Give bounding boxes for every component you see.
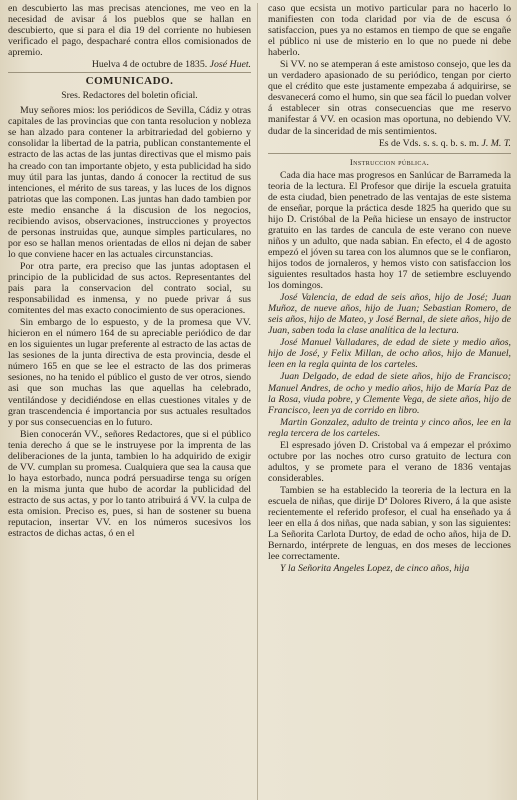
article-paragraph-3: José Manuel Valladares, de edad de siete y medio años, hijo de José, y Felix Millan, de ocho años, hijo de Manuel, leen en la regla quinta de los carteles.	[268, 337, 511, 371]
right-column	[268, 3, 511, 800]
top-paragraph: en descubierto las mas precisas atenciones, me veo en la necesidad de avisar á los pueblos que se hallan en descubierto, que si para el dia 19 del corriente no hubiesen verificado el pago, despacharé contra ellos comisionados de apremio.	[8, 3, 251, 59]
closing-signature: J. M. T.	[481, 137, 511, 149]
salutation: Sres. Redactores del boletin oficial.	[61, 90, 198, 102]
article-paragraph-7: Tambien se ha establecido la teoreria de la lectura en la escuela de niñas, que dirije Dª Dolores Rivero, á la que asiste recientemente el referido profesor, el cual ha enseñado ya á leer en ella á dos niñas, que nada sabian, y son las siguientes: La Señorita Carlota Durtoy, de edad de ocho años, hija de D. Bernardo, intérprete de lenguas, en dos meses de lecciones lee correctamente.	[268, 484, 511, 563]
article-paragraph-1: Cada dia hace mas progresos en Sanlúcar de Barrameda la teoria de la lectura. El Profesor que dirije la escuela gratuita de esta ciudad, bien penetrado de las ventajas de este sistema de enseñar, porque la práctica desde 1825 ha querido que su hijo D. Cristóbal de la Peña hiciese un ensayo de instructor gratuito en las tardes de cancula de este verano con nueve niños y un adulto, que nada sabian. En efecto, el 4 de agosto empezó el jóven su tarea con los alumnos que se le confiaron, hijos todos de jornaleros, y hemos visto con satisfaccion los siguientes resultados hasta hoy 17 de setiembre escluyendo los domingos.	[268, 169, 511, 292]
section-title-instruccion: Instruccion pública.	[268, 153, 511, 167]
two-column-layout	[8, 3, 511, 800]
letter-continuation: caso que ecsista un motivo particular para no hacerlo lo manifiesten con toda claridad por via de de escusa ó satisfaccion, pues ya no estamos en tiempo de que se engañe el público ni use de misterio en lo que no puede ni debe haberlo.	[268, 3, 511, 59]
article-paragraph-4: Juan Delgado, de edad de siete años, hijo de Francisco; Manuel Andres, de ocho y medio años, hijo de María Paz de la Rosa, viuda pobre, y Clemente Vega, de siete años, hijo de Francisco, leen ya de corrido en libro.	[268, 371, 511, 416]
closing-line	[268, 138, 511, 149]
left-column	[8, 3, 258, 800]
letter-paragraph-3: Sin embargo de lo espuesto, y de la promesa que VV. hicieron en el número 164 de su apreciable periódico de dar en los siguientes un lugar preferente al estracto de las actas de las sesiones de la junta directiva de esta provincia, desde el número 165 en que se lee el estracto de las dos primeras sesiones, no ha tenido el público el gusto de ver otros, siendo asi que son muchas las que aquellas ha celebrado, ventilándose y decidiéndose en ellas cuestiones vitales y de gran trascendencia é importancia por sus actuales resultados y por sus consecuencias en lo futuro.	[8, 317, 251, 428]
dateline: Huelva 4 de octubre de 1835.	[91, 59, 208, 71]
section-title-comunicado: COMUNICADO.	[8, 72, 251, 87]
closing-formula: Es de Vds. s. s. q. b. s. m.	[378, 137, 480, 149]
article-paragraph-5: Martin Gonzalez, adulto de treinta y cinco años, lee en la regla tercera de los carteles.	[268, 416, 511, 439]
article-paragraph-2: José Valencia, de edad de seis años, hijo de José; Juan Muñoz, de nueve años, hijo de Juan; Sebastian Romero, de seis años, hijo de Mateo, y José Bernal, de siete años, hijo de Juan, saben toda la clase analítica de la lectura.	[268, 292, 511, 337]
letter-paragraph-5: Si VV. no se atemperan á este amistoso consejo, que les da un verdadero apasionado de su periódico, tengan por cierto que el crédito que este justamente empezaba á adquirirse, se desvanecerá como el humo, sin que sea fácil lo puedan volver á establecer sin otras consecuencias que me reservo manifestar á VV. en ocasion mas oportuna, no debiendo VV. dudar de la sinceridad de mis sentimientos.	[268, 59, 511, 137]
author-signature: José Huet.	[209, 59, 251, 71]
article-paragraph-6: El espresado jóven D. Cristobal va á empezar el próximo octubre por las noches otro curso gratuito de lectura con adultos, y se promete para el verano de 1836 ventajas considerables.	[268, 439, 511, 484]
article-paragraph-8: Y la Señorita Angeles Lopez, de cinco años, hija	[280, 563, 470, 575]
letter-paragraph-4: Bien conocerán VV., señores Redactores, que si el público tenia derecho á que se le instruyese por la imprenta de las deliberaciones de la junta, tambien lo ha adquirido de exigir de VV. cumplan su promesa. Cualquiera que sea la causa que lo haya estorbado, nunca podrá persuadirse tenga su orígen en la misma junta que hubo de acordar la publicidad del estracto de sus actas, y por lo tanto atribuirá á VV. la culpa de esta omision. Preciso es, pues, si han de sostener su buena reputacion, insertar VV. en los números sucesivos los estractos de dichas actas, ó en el	[8, 428, 251, 540]
dateline-line	[8, 59, 251, 70]
letter-paragraph-2: Por otra parte, era preciso que las juntas adoptasen el principio de la publicidad de sus actos. Representantes del pais para la conservacion del contrato social, su responsabilidad es inmensa, y no puede privar á sus comitentes del mas exacto conocimiento de sus operaciones.	[8, 260, 251, 317]
letter-paragraph-1: Muy señores mios: los periódicos de Sevilla, Cádiz y otras capitales de las provincias que con tanta resolucion y nobleza se han alzado para contener la arbitrariedad del gobierno y consolidar la libertad de la patria, publican constantemente el estracto de las actas de las juntas directivas que el mismo pais ha creado con tan importante objeto, y esta publicidad ha sido muy útil para las juntas, dando á conocer la rectitud de sus intenciones, el mérito de sus tareas, y las luces de los dignos patriotas que las componen. Las juntas han dado tambien por este medio ensanche á la discusion de los negocios, recibiendo avisos, observaciones, instrucciones y proyectos de personas instruidas que, aunque simples particulares, no por eso se hallan menos orientadas de ellos ni dejan de saber lo que conviene hacer en las actuales circunstancias.	[8, 105, 251, 260]
